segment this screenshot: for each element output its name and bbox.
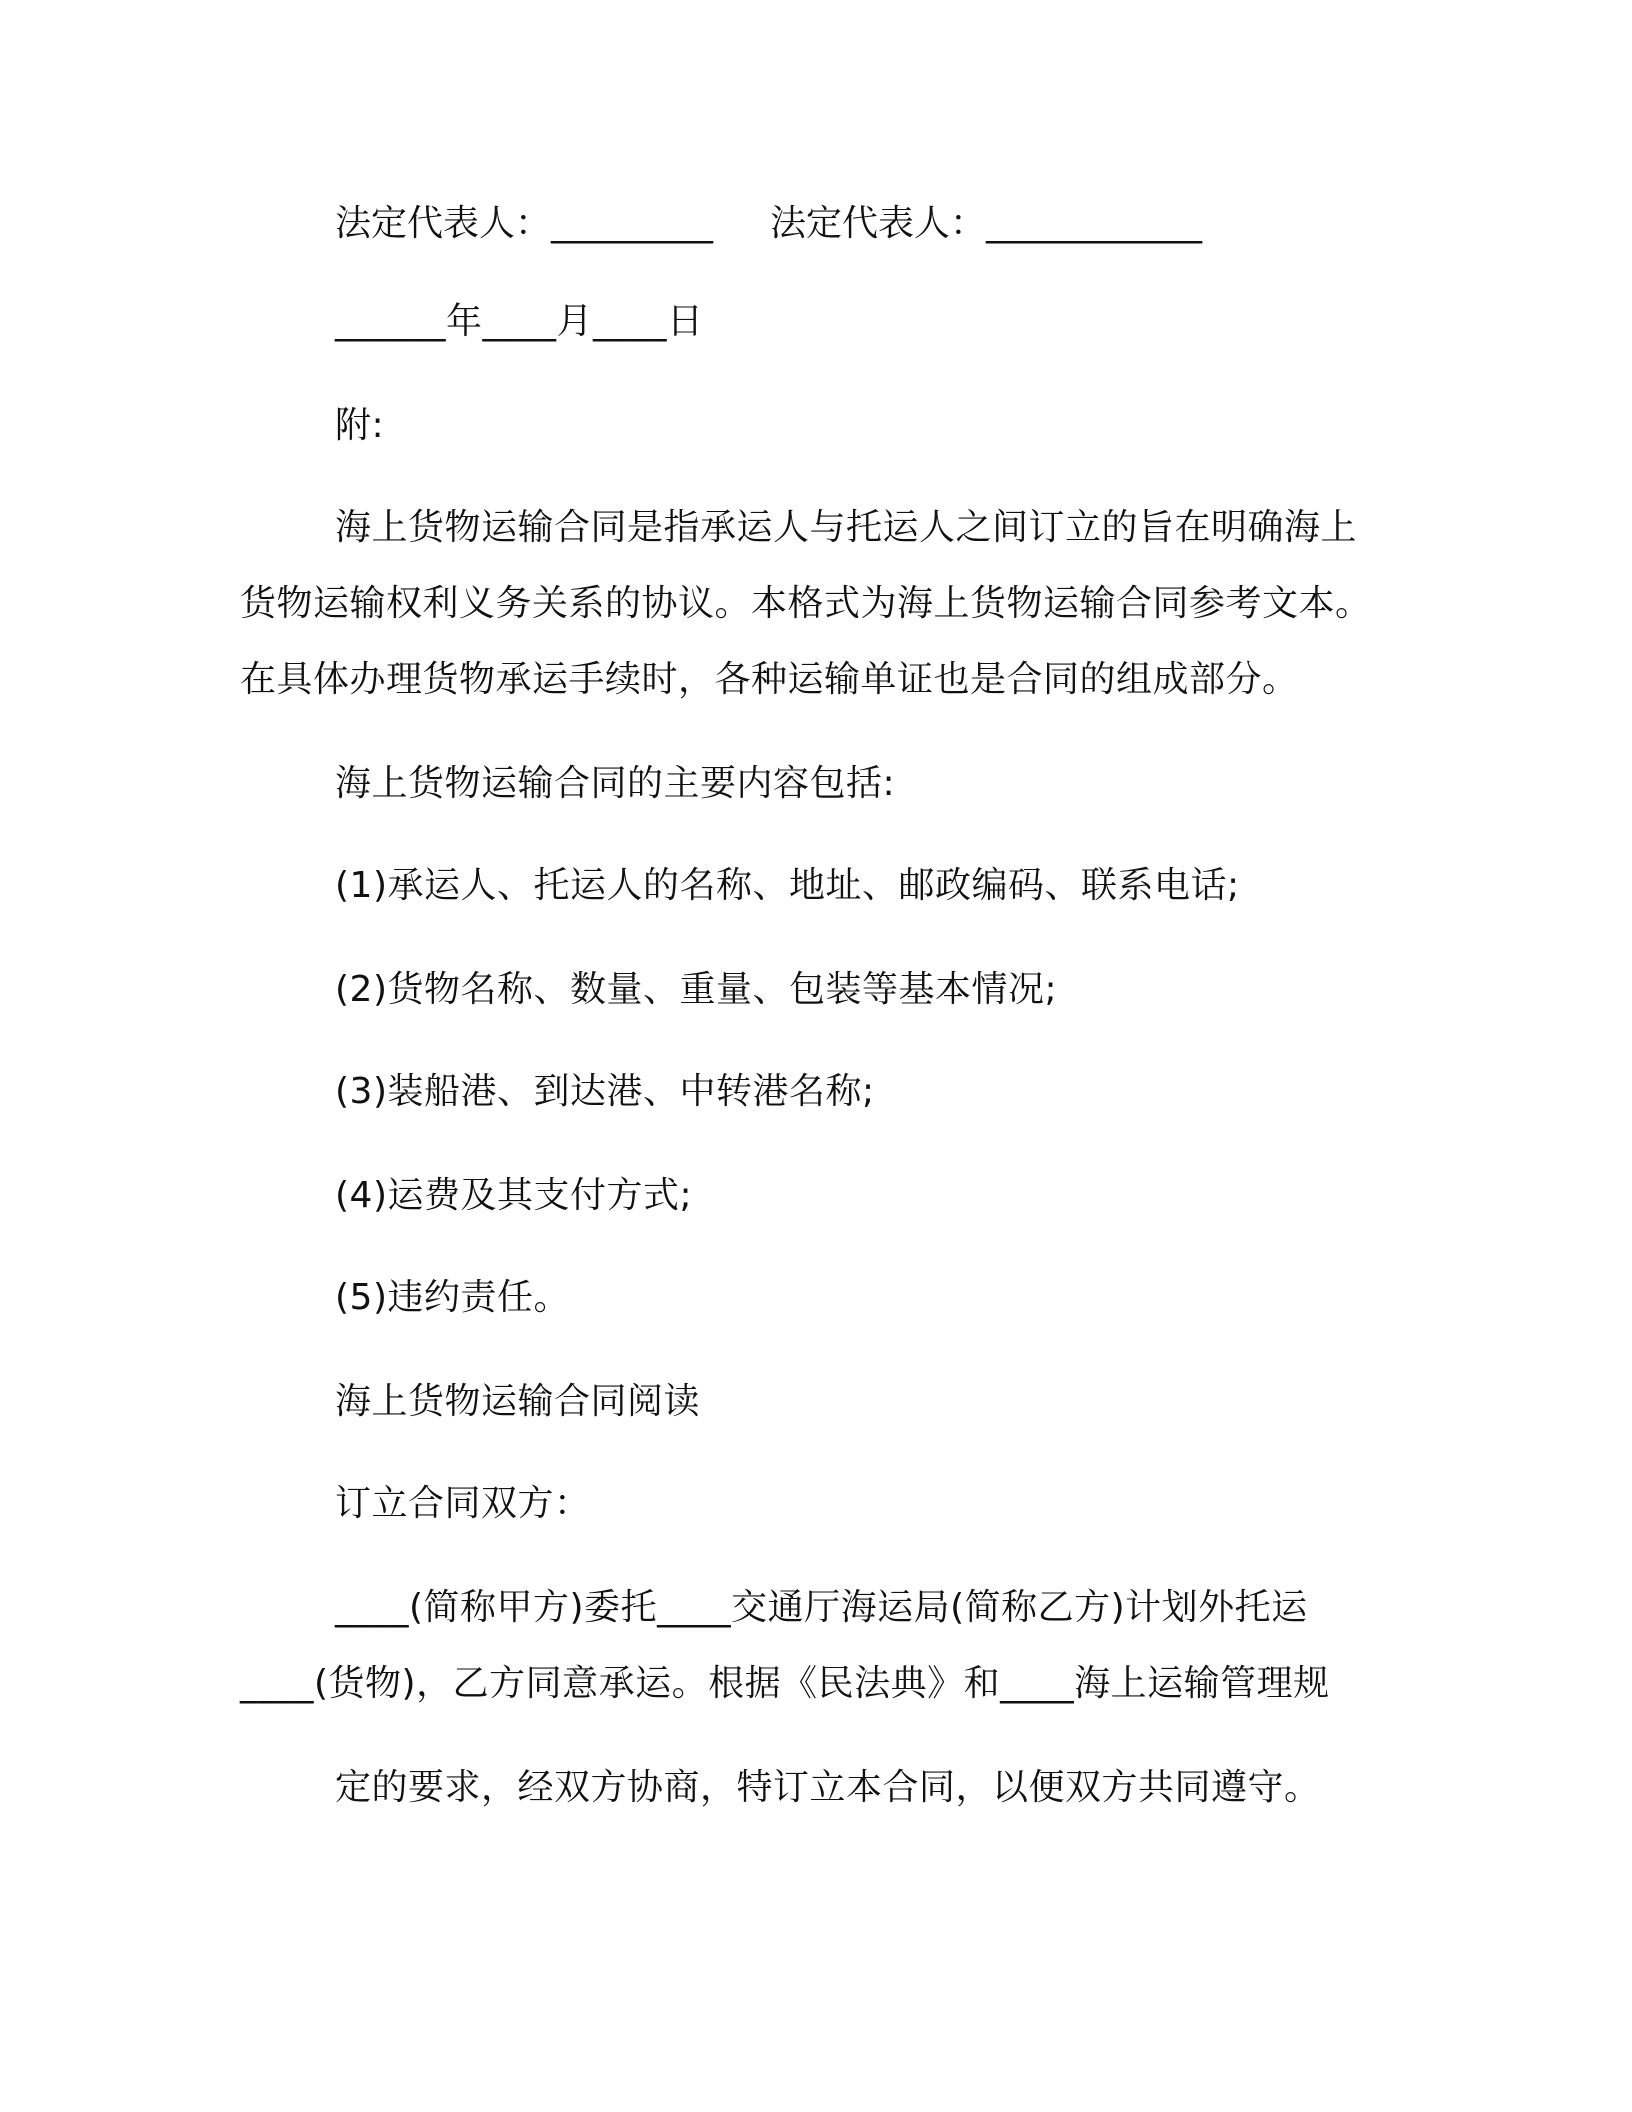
intro-paragraph-line-3: 在具体办理货物承运手续时，各种运输单证也是合同的组成部分。: [240, 659, 1299, 700]
contract-body-line-3: 定的要求，经双方协商，特订立本合同，以便双方共同遵守。: [335, 1767, 1321, 1808]
intro-paragraph-line-2: 货物运输权利义务关系的协议。本格式为海上货物运输合同参考文本。: [240, 583, 1372, 624]
date-line: ______年____月____日: [335, 301, 704, 342]
list-item: (2)货物名称、数量、重量、包装等基本情况;: [335, 969, 1058, 1010]
main-content-heading: 海上货物运输合同的主要内容包括:: [335, 763, 896, 804]
appendix-label: 附:: [335, 405, 385, 446]
intro-paragraph-line-1: 海上货物运输合同是指承运人与托运人之间订立的旨在明确海上: [335, 507, 1358, 548]
party-a-legal-representative: 法定代表人：_________: [335, 203, 714, 244]
list-item: (5)违约责任。: [335, 1277, 570, 1318]
party-b-legal-representative: 法定代表人：____________: [770, 203, 1203, 244]
contract-body-line-2: ____(货物)，乙方同意承运。根据《民法典》和____海上运输管理规: [240, 1663, 1330, 1704]
list-item: (1)承运人、托运人的名称、地址、邮政编码、联系电话;: [335, 865, 1240, 906]
list-item: (4)运费及其支付方式;: [335, 1175, 693, 1216]
signature-row: [335, 200, 1335, 250]
parties-label: 订立合同双方：: [335, 1483, 591, 1524]
list-item: (3)装船港、到达港、中转港名称;: [335, 1071, 875, 1112]
contract-body-line-1: ____(简称甲方)委托____交通厅海运局(简称乙方)计划外托运: [335, 1587, 1308, 1628]
reading-title: 海上货物运输合同阅读: [335, 1381, 701, 1422]
